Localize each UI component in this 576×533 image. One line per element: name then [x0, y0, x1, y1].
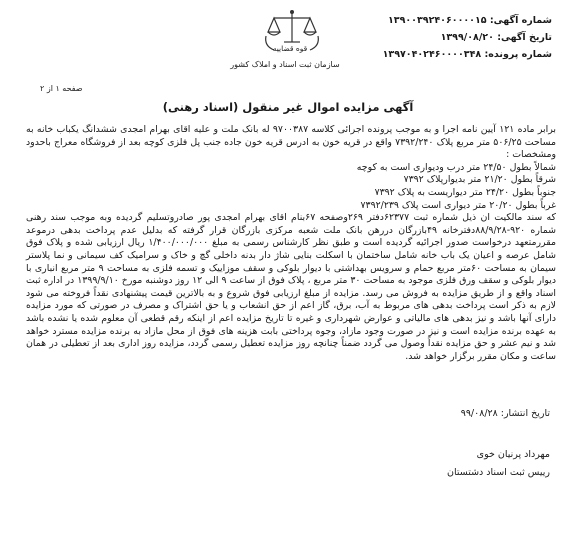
emblem-caption: قوه قضاییه [272, 44, 308, 53]
ad-metadata [352, 12, 552, 63]
document-body [26, 124, 556, 363]
organization-name: سازمان ثبت اسناد و املاک کشور [230, 60, 340, 69]
publication-date: تاریخ انتشار: ۹۹/۰۸/۲۸ [460, 408, 550, 419]
page-number: صفحه ۱ از ۲ [40, 84, 83, 93]
intro-paragraph: برابر ماده ۱۲۱ آیین نامه اجرا و به موجب پرونده اجرائی کلاسه ۹۷۰۰۳۸۷ له بانک ملت و علیه اقای بهرام امجدی ششدانگ یکباب خانه به مساحت ۵۰۶/۲۵ متر مربع پلاک ۷۳۹۲/۲۴۰ واقع در قریه خون به ادرس قریه خون جاده جنب پل فلزی کوچه بعد از فروشگاه معراج باحدود ومشخصات : [26, 124, 557, 161]
bound-west: غرباً بطول ۲۰/۲۰ متر دیواری است پلاک ۷۳۹۲/۲۳۹ [360, 199, 556, 211]
signer-position: رییس ثبت اسناد دشتستان [447, 467, 550, 478]
signer-name: مهرداد پرنیان خوی [476, 449, 550, 460]
ad-date: تاریخ آگهی: ۱۳۹۹/۰۸/۲۰ [440, 32, 552, 43]
bound-north: شمالاً بطول ۲۴/۵۰ متر درب ودیواری است به کوچه [356, 161, 556, 173]
bound-south: جنوباً بطول ۲۴/۲۰ متر دیواریست به پلاک ۷۳۹۲ [374, 186, 556, 198]
property-bounds [26, 162, 556, 212]
details-paragraph: که سند مالکیت ان ذیل شماره ثبت ۶۲۳۷۷دفتر ۲۶۹وصفحه ۶۷بنام اقای بهرام امجدی پور صادروتسلیم گردیده وبه موجب سند رهنی شماره ۹۲۰-۸۸/۹/۲۸دفترخانه ۴۹بازرگان دررهن بانک ملت شعبه مرکزی بازرگان قرار گرفته که بدلیل عدم پرداخت بدهی درموعد مقررمتعهد درخواست صدور اجرائیه گردیده است و طبق نظر کارشناس رسمی به مبلغ ۱/۴۰۰/۰۰۰/۰۰۰ ریال ارزیابی شده و پلاک فوق شامل عرصه و اعیان یک باب خانه شامل ساختمان با اسکلت بنایی شاژ دار بدنه داخلی گچ و خاک و سرامیک کف سیمانی و نما پلاستر سیمان به مساحت ۶۰متر مربع حمام و سرویس بهداشتی با دیوار بلوکی و سقف موزاییک و تسمه فلزی به مساحت ۹ متر مربع انباری با دیوار بلوکی و سقف ورق فلزی موجود به مساحت ۳۰ متر مربع ، پلاک فوق از ساعت ۹ الی ۱۲ روز دوشنبه مورخ ۱۳۹۹/۹/۱۰ در اداره ثبت اسناد واقع و از طریق مزایده به فروش می رسد. مزایده از مبلغ ارزیابی فوق شروع و به بالاترین قیمت پیشنهادی نقداً فروخته می شود لازم به ذکر است پرداخت بدهی های مربوط به آب، برق، گاز اعم از حق انشعاب و یا حق اشتراک و مصرف در صورتی که مورد مزایده دارای آنها باشد و نیز بدهی های مالیاتی و عوارض شهرداری و غیره تا تاریخ مزایده اعم از اینکه رقم قطعی آن معلوم شده یا نشده باشد به عهده برنده مزایده است و نیز در صورت وجود مازاد، وجوه پرداختی بابت هزینه های فوق از محل مازاد به برنده مزایده مسترد خواهد شد و نیم عشر و حق مزایده نقداً وصول می گردد ضمناً چنانچه روز مزایده تعطیل رسمی گردد، مزایده روز اداری بعد از تعطیلی در همان ساعت و مکان مقرر برگزار خواهد شد. [26, 212, 556, 362]
bound-east: شرقاً بطول ۲۱/۲۰ متر بدیوارپلاک ۷۳۹۲ [403, 174, 556, 186]
document-title: آگهی مزایده اموال غیر منقول (اسناد رهنی) [162, 100, 414, 114]
signature-block [447, 446, 550, 482]
file-number: شماره پرونده: ۱۳۹۷۰۴۰۲۴۶۰۰۰۰۳۴۸ [382, 49, 552, 60]
ad-number: شماره آگهی: ۱۳۹۰۰۳۹۲۴۰۶۰۰۰۰۱۵ [387, 15, 552, 26]
